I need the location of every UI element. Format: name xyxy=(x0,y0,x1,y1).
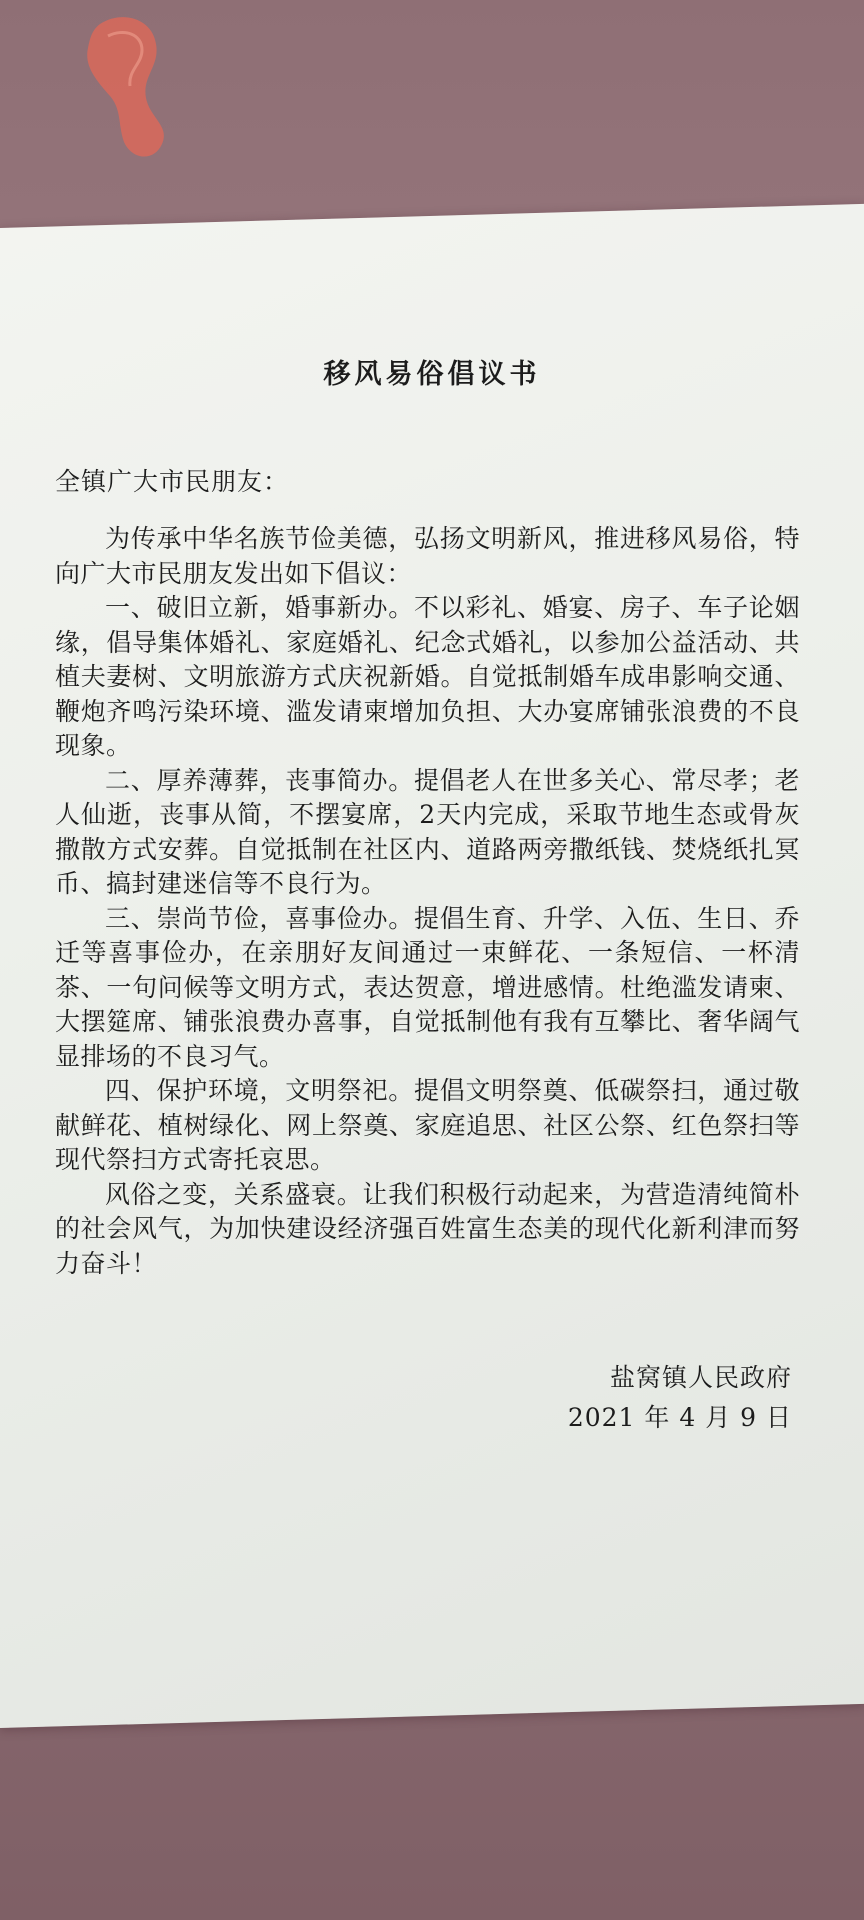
signature-block xyxy=(568,1358,792,1438)
document-body xyxy=(55,522,800,1281)
paragraph-funeral: 二、厚养薄葬，丧事简办。提倡老人在世多关心、常尽孝；老人仙逝，丧事从简，不摆宴席，2天内完成，采取节地生态或骨灰撒散方式安葬。自觉抵制在社区内、道路两旁撒纸钱、焚烧纸扎冥币、搞封建迷信等不良行为。 xyxy=(55,765,800,898)
signature-organization: 盐窝镇人民政府 xyxy=(609,1363,792,1392)
salutation: 全镇广大市民朋友： xyxy=(55,467,290,496)
paragraph-wedding: 一、破旧立新，婚事新办。不以彩礼、婚宴、房子、车子论姻缘，倡导集体婚礼、家庭婚礼、纪念式婚礼，以参加公益活动、共植夫妻树、文明旅游方式庆祝新婚。自觉抵制婚车成串影响交通、鞭炮齐鸣污染环境、滥发请柬增加负担、大办宴席铺张浪费的不良现象。 xyxy=(55,593,800,760)
signature-date: 2021 年 4 月 9 日 xyxy=(567,1403,792,1432)
paragraph-environment: 四、保护环境，文明祭祀。提倡文明祭奠、低碳祭扫，通过敬献鲜花、植树绿化、网上祭奠、家庭追思、社区公祭、红色祭扫等现代祭扫方式寄托哀思。 xyxy=(55,1076,800,1174)
paragraph-celebration: 三、崇尚节俭，喜事俭办。提倡生育、升学、入伍、生日、乔迁等喜事俭办，在亲朋好友间通过一束鲜花、一条短信、一杯清茶、一句问候等文明方式，表达贺意，增进感情。杜绝滥发请柬、大摆筵席、铺张浪费办喜事，自觉抵制他有我有互攀比、奢华阔气显排场的不良习气。 xyxy=(55,903,800,1071)
paragraph-intro: 为传承中华名族节俭美德，弘扬文明新风，推进移风易俗，特向广大市民朋友发出如下倡议： xyxy=(55,524,800,588)
document-title: 移风易俗倡议书 xyxy=(323,359,541,390)
paragraph-closing: 风俗之变，关系盛衰。让我们积极行动起来，为营造清纯简朴的社会风气，为加快建设经济强百姓富生态美的现代化新利津而努力奋斗！ xyxy=(55,1179,800,1278)
